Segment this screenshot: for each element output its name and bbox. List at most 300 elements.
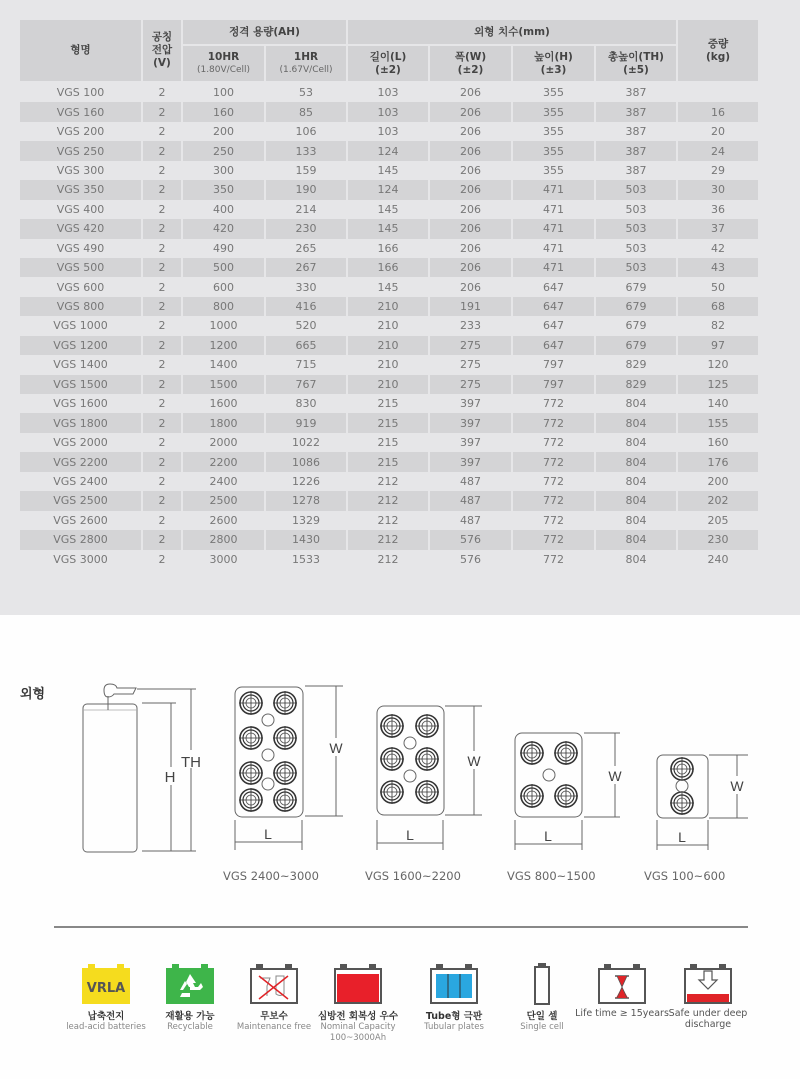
table-cell: 2: [158, 552, 166, 566]
table-cell: 397: [430, 413, 511, 432]
table-cell: 416: [266, 297, 346, 316]
table-row: [20, 491, 758, 510]
table-cell: 2: [158, 202, 166, 216]
table-cell: 2: [143, 336, 181, 355]
table-cell: 145: [348, 219, 428, 238]
table-cell: 2: [143, 297, 181, 316]
table-cell: 145: [377, 280, 399, 294]
table-cell: 471: [513, 180, 594, 199]
hourglass-icon: [594, 960, 650, 1006]
table-cell: 1226: [292, 474, 320, 488]
table-cell: 30: [678, 180, 758, 199]
svg-text:L: L: [406, 827, 414, 843]
table-cell: 2: [143, 375, 181, 394]
side-view-diagram: [83, 684, 204, 852]
caption-vgs-800-1500: VGS 800~1500: [507, 869, 596, 883]
table-cell: 503: [596, 258, 676, 277]
table-cell: 804: [625, 474, 647, 488]
table-cell: 29: [711, 163, 725, 177]
table-cell: VGS 160: [20, 102, 141, 121]
table-cell: 215: [377, 436, 399, 450]
table-cell: VGS 490: [56, 241, 105, 255]
header-width: 폭(W) (±2): [430, 46, 511, 83]
table-cell: VGS 1800: [20, 413, 141, 432]
table-cell: 160: [707, 436, 729, 450]
table-cell: 2: [158, 397, 166, 411]
table-row: [20, 530, 758, 549]
table-cell: 176: [678, 452, 758, 471]
table-cell: 830: [295, 397, 317, 411]
maintenance-free-icon: [246, 960, 302, 1006]
table-cell: 103: [377, 86, 399, 100]
table-cell: 265: [295, 241, 317, 255]
table-cell: VGS 2200: [20, 452, 141, 471]
table-cell: 2: [158, 513, 166, 527]
table-cell: 829: [625, 358, 647, 372]
table-cell: 804: [596, 452, 676, 471]
table-cell: 124: [348, 141, 428, 160]
table-cell: 191: [430, 297, 511, 316]
table-cell: 330: [295, 280, 317, 294]
top-view-100-600: [657, 755, 748, 850]
table-row: [20, 161, 758, 180]
table-cell: 2: [143, 219, 181, 238]
table-cell: 471: [543, 202, 564, 216]
table-cell: 206: [460, 125, 481, 139]
table-cell: 647: [543, 280, 564, 294]
table-cell: 387: [625, 86, 647, 100]
table-cell: 16: [678, 102, 758, 121]
table-row: [20, 433, 758, 452]
table-cell: 97: [678, 336, 758, 355]
header-cap-1hr: 1HR (1.67V/Cell): [266, 46, 346, 83]
table-cell: 679: [625, 280, 647, 294]
table-cell: 1600: [209, 397, 238, 411]
table-cell: 2: [158, 319, 166, 333]
table-row: [20, 297, 758, 316]
table-cell: 1430: [266, 530, 346, 549]
table-cell: 772: [543, 513, 564, 527]
table-cell: 2: [158, 474, 166, 488]
table-cell: 124: [348, 180, 428, 199]
table-cell: 503: [625, 241, 647, 255]
table-cell: 2: [158, 125, 166, 139]
table-cell: VGS 300: [56, 163, 105, 177]
table-cell: 206: [430, 258, 511, 277]
table-cell: 647: [513, 297, 594, 316]
top-view-800-1500: [515, 733, 624, 850]
table-cell: 145: [377, 163, 399, 177]
table-cell: 400: [213, 202, 234, 216]
table-cell: 3000: [209, 552, 238, 566]
table-cell: 230: [266, 219, 346, 238]
table-cell: 2: [158, 241, 166, 255]
table-row: [20, 180, 758, 199]
tubular-plates-icon: [426, 960, 482, 1006]
table-cell: 2: [143, 491, 181, 510]
top-view-2400-3000: [235, 686, 345, 850]
table-cell: 43: [678, 258, 758, 277]
table-cell: 210: [377, 358, 399, 372]
table-cell: 206: [460, 86, 481, 100]
table-cell: 1022: [292, 436, 320, 450]
table-row: [20, 239, 758, 258]
table-cell: 206: [460, 241, 481, 255]
table-cell: 20: [711, 125, 725, 139]
table-cell: 2: [158, 280, 166, 294]
table-cell: 210: [377, 319, 399, 333]
table-cell: 804: [596, 413, 676, 432]
dim-label-h: H: [164, 769, 176, 786]
table-cell: 215: [377, 397, 399, 411]
table-cell: 1329: [292, 513, 320, 527]
table-cell: 2200: [183, 452, 264, 471]
table-row: [20, 219, 758, 238]
table-cell: 300: [213, 163, 234, 177]
table-cell: 200: [213, 125, 234, 139]
header-length: 길이(L) (±2): [348, 46, 428, 83]
table-cell: 804: [625, 397, 647, 411]
table-cell: 1278: [266, 491, 346, 510]
table-cell: 230: [678, 530, 758, 549]
table-cell: 772: [513, 530, 594, 549]
table-cell: 387: [596, 102, 676, 121]
table-row: [20, 277, 758, 296]
table-cell: 1086: [266, 452, 346, 471]
table-row: [20, 394, 758, 413]
single-cell-icon: [514, 960, 570, 1006]
table-cell: 205: [707, 513, 729, 527]
table-cell: 397: [460, 397, 481, 411]
table-cell: VGS 1000: [53, 319, 108, 333]
table-cell: 275: [430, 336, 511, 355]
table-cell: 2: [143, 452, 181, 471]
feature-lead-acid: VRLA 납축전지 lead-acid batteries: [56, 960, 156, 1033]
feature-deep-discharge: Safe under deep discharge: [658, 960, 758, 1030]
table-cell: 772: [543, 436, 564, 450]
caption-vgs-2400-3000: VGS 2400~3000: [223, 869, 319, 883]
table-cell: VGS 1500: [20, 375, 141, 394]
table-row: [20, 122, 758, 141]
table-cell: 2: [143, 530, 181, 549]
table-cell: 275: [460, 358, 481, 372]
vrla-battery-icon: [78, 960, 134, 1006]
table-cell: VGS 3000: [53, 552, 108, 566]
table-cell: 233: [460, 319, 481, 333]
table-cell: 212: [377, 552, 399, 566]
table-cell: 397: [460, 436, 481, 450]
table-cell: 200: [707, 474, 729, 488]
table-cell: 797: [543, 358, 564, 372]
table-cell: 350: [183, 180, 264, 199]
table-cell: VGS 2400: [53, 474, 108, 488]
table-cell: 387: [625, 125, 647, 139]
header-dimension-group: 외형 치수(mm): [348, 20, 676, 46]
header-weight: 중량 (kg): [678, 20, 758, 83]
caption-vgs-100-600: VGS 100~600: [644, 869, 726, 883]
table-cell: 490: [213, 241, 234, 255]
table-cell: VGS 1600: [53, 397, 108, 411]
table-cell: 2000: [209, 436, 238, 450]
feature-nominal-capacity: 심방전 회복성 우수 Nominal Capacity 100~3000Ah: [308, 960, 408, 1044]
table-row: [20, 258, 758, 277]
table-row: [20, 413, 758, 432]
table-cell: 503: [625, 202, 647, 216]
table-cell: VGS 420: [20, 219, 141, 238]
table-cell: 267: [266, 258, 346, 277]
table-cell: 2: [158, 358, 166, 372]
table-cell: 2500: [183, 491, 264, 510]
outline-section-label: 외형: [20, 687, 46, 702]
table-cell: VGS 2000: [53, 436, 108, 450]
table-cell: 166: [348, 258, 428, 277]
svg-text:W: W: [730, 778, 744, 794]
table-cell: 155: [678, 413, 758, 432]
table-cell: 2800: [183, 530, 264, 549]
table-cell: 487: [460, 474, 481, 488]
table-cell: 397: [430, 452, 511, 471]
table-cell: 665: [266, 336, 346, 355]
table-cell: 355: [543, 163, 564, 177]
table-cell: 772: [543, 397, 564, 411]
table-row: [20, 102, 758, 121]
table-cell: 355: [513, 141, 594, 160]
svg-text:L: L: [678, 829, 686, 845]
svg-text:L: L: [544, 828, 552, 844]
table-cell: 487: [430, 491, 511, 510]
table-cell: 503: [596, 219, 676, 238]
table-cell: 133: [266, 141, 346, 160]
table-cell: VGS 600: [56, 280, 105, 294]
table-cell: 772: [513, 452, 594, 471]
spec-table: [18, 20, 760, 569]
caption-vgs-1600-2200: VGS 1600~2200: [365, 869, 461, 883]
table-cell: 1800: [183, 413, 264, 432]
header-capacity-group: 정격 용량(AH): [183, 20, 346, 46]
table-cell: [678, 83, 758, 102]
table-cell: 206: [430, 102, 511, 121]
table-cell: 275: [430, 375, 511, 394]
table-cell: 202: [678, 491, 758, 510]
table-cell: 2: [143, 102, 181, 121]
table-cell: 772: [513, 491, 594, 510]
table-cell: 772: [543, 474, 564, 488]
table-cell: 797: [513, 375, 594, 394]
table-cell: 800: [183, 297, 264, 316]
table-cell: VGS 500: [20, 258, 141, 277]
table-cell: 600: [213, 280, 234, 294]
table-cell: 772: [543, 552, 564, 566]
table-cell: 250: [183, 141, 264, 160]
table-cell: 520: [295, 319, 317, 333]
table-cell: 100: [213, 86, 234, 100]
table-cell: 471: [513, 258, 594, 277]
table-cell: 206: [460, 202, 481, 216]
table-cell: 159: [295, 163, 317, 177]
table-cell: 240: [707, 552, 729, 566]
feature-recyclable: 재활용 가능 Recyclable: [140, 960, 240, 1033]
table-cell: 355: [543, 86, 564, 100]
table-cell: 215: [348, 452, 428, 471]
table-cell: 1400: [209, 358, 238, 372]
table-cell: 829: [596, 375, 676, 394]
table-cell: 715: [295, 358, 317, 372]
table-cell: 50: [711, 280, 725, 294]
table-cell: 576: [430, 530, 511, 549]
section-divider: [54, 926, 748, 928]
table-cell: 42: [711, 241, 725, 255]
table-cell: 24: [678, 141, 758, 160]
table-cell: 2: [143, 180, 181, 199]
table-cell: 420: [183, 219, 264, 238]
feature-life-time: Life time ≥ 15years: [572, 960, 672, 1019]
table-cell: 85: [266, 102, 346, 121]
header-voltage: 공칭 전압 (V): [143, 20, 181, 83]
table-cell: 804: [625, 436, 647, 450]
table-cell: VGS 400: [56, 202, 105, 216]
table-cell: 1200: [183, 336, 264, 355]
table-cell: 767: [266, 375, 346, 394]
table-cell: 471: [513, 219, 594, 238]
table-cell: 206: [430, 141, 511, 160]
table-cell: VGS 250: [20, 141, 141, 160]
table-cell: 355: [513, 102, 594, 121]
table-cell: VGS 1400: [53, 358, 108, 372]
table-cell: 125: [678, 375, 758, 394]
table-row: [20, 452, 758, 471]
table-cell: VGS 100: [56, 86, 105, 100]
table-row: [20, 141, 758, 160]
header-cap-10hr: 10HR (1.80V/Cell): [183, 46, 264, 83]
svg-text:W: W: [608, 768, 622, 784]
table-cell: 2: [158, 163, 166, 177]
table-cell: 210: [348, 336, 428, 355]
table-cell: 2: [143, 141, 181, 160]
table-cell: 215: [348, 413, 428, 432]
table-row: [20, 511, 758, 530]
table-row: [20, 336, 758, 355]
header-model: 형명: [20, 20, 141, 83]
table-cell: 212: [348, 530, 428, 549]
feature-maintenance-free: 무보수 Maintenance free: [224, 960, 324, 1033]
table-cell: 2600: [209, 513, 238, 527]
table-cell: 500: [183, 258, 264, 277]
table-cell: 206: [430, 180, 511, 199]
feature-icons: [60, 960, 780, 1070]
table-row: [20, 316, 758, 335]
table-cell: 103: [348, 102, 428, 121]
table-cell: 37: [678, 219, 758, 238]
table-cell: VGS 2500: [20, 491, 141, 510]
header-height: 높이(H) (±3): [513, 46, 594, 83]
feature-single-cell: 단일 셀 Single cell: [492, 960, 592, 1033]
table-cell: VGS 2600: [53, 513, 108, 527]
capacity-battery-icon: [330, 960, 386, 1006]
table-cell: 647: [513, 336, 594, 355]
table-cell: 145: [377, 202, 399, 216]
dim-label-th: TH: [181, 754, 201, 771]
table-cell: 919: [266, 413, 346, 432]
table-cell: 36: [711, 202, 725, 216]
table-cell: 106: [295, 125, 317, 139]
table-cell: VGS 2800: [20, 530, 141, 549]
table-row: [20, 375, 758, 394]
table-cell: 103: [377, 125, 399, 139]
table-cell: 387: [596, 141, 676, 160]
table-cell: 804: [625, 513, 647, 527]
table-cell: 190: [266, 180, 346, 199]
table-row: [20, 550, 758, 569]
table-cell: 206: [460, 280, 481, 294]
table-cell: 68: [678, 297, 758, 316]
table-cell: 212: [348, 491, 428, 510]
table-cell: 471: [543, 241, 564, 255]
table-cell: 647: [543, 319, 564, 333]
table-cell: 355: [543, 125, 564, 139]
table-cell: 212: [377, 513, 399, 527]
table-cell: 772: [513, 413, 594, 432]
deep-discharge-icon: [680, 960, 736, 1006]
spec-table-body: [20, 83, 758, 569]
table-cell: 804: [596, 491, 676, 510]
table-cell: 2400: [209, 474, 238, 488]
outline-diagrams: [0, 660, 800, 900]
table-cell: 503: [596, 180, 676, 199]
table-cell: VGS 350: [20, 180, 141, 199]
table-cell: 2: [158, 86, 166, 100]
table-cell: 487: [460, 513, 481, 527]
table-cell: 679: [596, 336, 676, 355]
table-cell: 120: [707, 358, 729, 372]
table-cell: 166: [377, 241, 399, 255]
table-cell: 679: [596, 297, 676, 316]
table-cell: 1000: [209, 319, 238, 333]
table-cell: VGS 1200: [20, 336, 141, 355]
dim-label-w: W: [329, 740, 343, 756]
table-cell: 1533: [292, 552, 320, 566]
table-cell: 206: [460, 163, 481, 177]
table-cell: 1500: [183, 375, 264, 394]
table-cell: 82: [711, 319, 725, 333]
table-cell: 160: [183, 102, 264, 121]
dim-label-l: L: [264, 826, 272, 842]
table-cell: 212: [377, 474, 399, 488]
table-cell: VGS 800: [20, 297, 141, 316]
table-cell: VGS 200: [56, 125, 105, 139]
recycle-battery-icon: [162, 960, 218, 1006]
feature-tubular-plates: Tube형 극판 Tubular plates: [404, 960, 504, 1033]
table-cell: 2: [143, 258, 181, 277]
table-cell: 210: [348, 375, 428, 394]
table-cell: 210: [348, 297, 428, 316]
header-total-height: 총높이(TH) (±5): [596, 46, 676, 83]
table-cell: 2: [158, 436, 166, 450]
top-view-1600-2200: [377, 706, 483, 850]
table-cell: 2: [143, 413, 181, 432]
table-cell: 140: [707, 397, 729, 411]
table-row: [20, 472, 758, 491]
table-cell: 53: [299, 86, 313, 100]
table-cell: 576: [460, 552, 481, 566]
svg-text:W: W: [467, 753, 481, 769]
table-row: [20, 355, 758, 374]
table-cell: 804: [596, 530, 676, 549]
table-cell: 206: [430, 219, 511, 238]
table-cell: 804: [625, 552, 647, 566]
table-cell: 679: [625, 319, 647, 333]
table-cell: 214: [295, 202, 317, 216]
svg-text:VRLA: VRLA: [86, 981, 126, 996]
